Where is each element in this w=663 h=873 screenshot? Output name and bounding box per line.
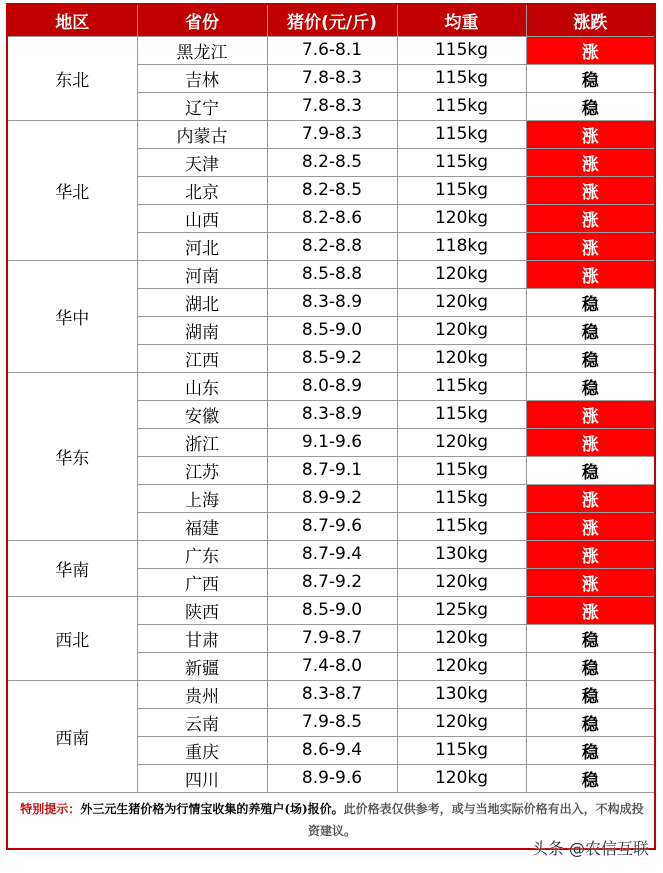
price-cell: 7.6-8.1 bbox=[267, 36, 397, 64]
price-cell: 7.9-8.5 bbox=[267, 708, 397, 736]
trend-cell: 涨 bbox=[526, 148, 654, 176]
weight-cell: 130kg bbox=[397, 680, 526, 708]
price-cell: 8.2-8.5 bbox=[267, 148, 397, 176]
trend-cell: 稳 bbox=[526, 764, 654, 792]
weight-cell: 120kg bbox=[397, 652, 526, 680]
price-cell: 8.5-9.2 bbox=[267, 344, 397, 372]
province-cell: 新疆 bbox=[137, 652, 267, 680]
price-cell: 8.3-8.9 bbox=[267, 288, 397, 316]
note-lead: 特别提示： bbox=[20, 802, 81, 816]
header-province: 省份 bbox=[137, 5, 267, 36]
province-cell: 山东 bbox=[137, 372, 267, 400]
weight-cell: 120kg bbox=[397, 204, 526, 232]
province-cell: 天津 bbox=[137, 148, 267, 176]
header-price: 猪价(元/斤) bbox=[267, 5, 397, 36]
price-cell: 8.5-8.8 bbox=[267, 260, 397, 288]
region-cell: 华东 bbox=[8, 372, 137, 540]
trend-cell: 涨 bbox=[526, 204, 654, 232]
province-cell: 江苏 bbox=[137, 456, 267, 484]
province-cell: 福建 bbox=[137, 512, 267, 540]
weight-cell: 118kg bbox=[397, 232, 526, 260]
weight-cell: 115kg bbox=[397, 484, 526, 512]
price-cell: 8.5-9.0 bbox=[267, 316, 397, 344]
province-cell: 甘肃 bbox=[137, 624, 267, 652]
weight-cell: 115kg bbox=[397, 64, 526, 92]
province-cell: 北京 bbox=[137, 176, 267, 204]
price-cell: 7.4-8.0 bbox=[267, 652, 397, 680]
price-cell: 8.2-8.5 bbox=[267, 176, 397, 204]
weight-cell: 115kg bbox=[397, 176, 526, 204]
province-cell: 吉林 bbox=[137, 64, 267, 92]
weight-cell: 115kg bbox=[397, 512, 526, 540]
price-cell: 7.8-8.3 bbox=[267, 92, 397, 120]
weight-cell: 120kg bbox=[397, 428, 526, 456]
weight-cell: 115kg bbox=[397, 372, 526, 400]
hog-price-table bbox=[8, 5, 654, 793]
price-cell: 7.9-8.7 bbox=[267, 624, 397, 652]
table-row bbox=[8, 596, 654, 624]
price-cell: 8.5-9.0 bbox=[267, 596, 397, 624]
weight-cell: 120kg bbox=[397, 624, 526, 652]
province-cell: 内蒙古 bbox=[137, 120, 267, 148]
weight-cell: 115kg bbox=[397, 400, 526, 428]
province-cell: 重庆 bbox=[137, 736, 267, 764]
trend-cell: 涨 bbox=[526, 568, 654, 596]
province-cell: 山西 bbox=[137, 204, 267, 232]
weight-cell: 120kg bbox=[397, 708, 526, 736]
trend-cell: 涨 bbox=[526, 596, 654, 624]
region-cell: 华北 bbox=[8, 120, 137, 260]
province-cell: 河北 bbox=[137, 232, 267, 260]
region-cell: 东北 bbox=[8, 36, 137, 120]
province-cell: 四川 bbox=[137, 764, 267, 792]
province-cell: 江西 bbox=[137, 344, 267, 372]
weight-cell: 120kg bbox=[397, 568, 526, 596]
price-cell: 8.2-8.8 bbox=[267, 232, 397, 260]
header-region: 地区 bbox=[8, 5, 137, 36]
region-cell: 华中 bbox=[8, 260, 137, 372]
province-cell: 云南 bbox=[137, 708, 267, 736]
trend-cell: 涨 bbox=[526, 540, 654, 568]
table-header-row bbox=[8, 5, 654, 36]
trend-cell: 涨 bbox=[526, 36, 654, 64]
trend-cell: 稳 bbox=[526, 316, 654, 344]
province-cell: 安徽 bbox=[137, 400, 267, 428]
weight-cell: 115kg bbox=[397, 36, 526, 64]
price-cell: 8.7-9.6 bbox=[267, 512, 397, 540]
province-cell: 广西 bbox=[137, 568, 267, 596]
price-cell: 8.3-8.7 bbox=[267, 680, 397, 708]
price-cell: 8.7-9.4 bbox=[267, 540, 397, 568]
table-row bbox=[8, 260, 654, 288]
price-cell: 9.1-9.6 bbox=[267, 428, 397, 456]
region-cell: 华南 bbox=[8, 540, 137, 596]
table-row bbox=[8, 540, 654, 568]
price-table-frame bbox=[6, 3, 656, 850]
price-cell: 8.0-8.9 bbox=[267, 372, 397, 400]
trend-cell: 涨 bbox=[526, 428, 654, 456]
province-cell: 湖北 bbox=[137, 288, 267, 316]
weight-cell: 120kg bbox=[397, 288, 526, 316]
province-cell: 河南 bbox=[137, 260, 267, 288]
trend-cell: 稳 bbox=[526, 652, 654, 680]
watermark: 头条 @农信互联 bbox=[531, 839, 649, 858]
region-cell: 西北 bbox=[8, 596, 137, 680]
weight-cell: 120kg bbox=[397, 344, 526, 372]
price-cell: 7.8-8.3 bbox=[267, 64, 397, 92]
price-cell: 8.9-9.2 bbox=[267, 484, 397, 512]
trend-cell: 稳 bbox=[526, 344, 654, 372]
weight-cell: 115kg bbox=[397, 456, 526, 484]
header-trend: 涨跌 bbox=[526, 5, 654, 36]
weight-cell: 115kg bbox=[397, 148, 526, 176]
province-cell: 湖南 bbox=[137, 316, 267, 344]
trend-cell: 涨 bbox=[526, 512, 654, 540]
price-cell: 8.3-8.9 bbox=[267, 400, 397, 428]
province-cell: 贵州 bbox=[137, 680, 267, 708]
table-row bbox=[8, 120, 654, 148]
weight-cell: 120kg bbox=[397, 316, 526, 344]
trend-cell: 稳 bbox=[526, 64, 654, 92]
price-cell: 8.9-9.6 bbox=[267, 764, 397, 792]
province-cell: 黑龙江 bbox=[137, 36, 267, 64]
region-cell: 西南 bbox=[8, 680, 137, 792]
province-cell: 辽宁 bbox=[137, 92, 267, 120]
table-row bbox=[8, 372, 654, 400]
table-row bbox=[8, 36, 654, 64]
price-cell: 7.9-8.3 bbox=[267, 120, 397, 148]
trend-cell: 涨 bbox=[526, 400, 654, 428]
weight-cell: 115kg bbox=[397, 92, 526, 120]
trend-cell: 稳 bbox=[526, 288, 654, 316]
price-cell: 8.6-9.4 bbox=[267, 736, 397, 764]
trend-cell: 稳 bbox=[526, 92, 654, 120]
weight-cell: 120kg bbox=[397, 260, 526, 288]
trend-cell: 涨 bbox=[526, 260, 654, 288]
province-cell: 广东 bbox=[137, 540, 267, 568]
trend-cell: 涨 bbox=[526, 484, 654, 512]
header-weight: 均重 bbox=[397, 5, 526, 36]
province-cell: 浙江 bbox=[137, 428, 267, 456]
price-cell: 8.7-9.1 bbox=[267, 456, 397, 484]
province-cell: 上海 bbox=[137, 484, 267, 512]
note-rest: 此价格表仅供参考，或与当地实际价格有出入，不构成投资建议。 bbox=[307, 802, 644, 838]
trend-cell: 稳 bbox=[526, 372, 654, 400]
table-row bbox=[8, 680, 654, 708]
price-cell: 8.7-9.2 bbox=[267, 568, 397, 596]
trend-cell: 稳 bbox=[526, 680, 654, 708]
trend-cell: 稳 bbox=[526, 624, 654, 652]
table-body bbox=[8, 36, 654, 792]
note-main: 外三元生猪价格为行情宝收集的养殖户(场)报价。 bbox=[80, 802, 344, 816]
trend-cell: 涨 bbox=[526, 232, 654, 260]
weight-cell: 115kg bbox=[397, 736, 526, 764]
trend-cell: 稳 bbox=[526, 456, 654, 484]
weight-cell: 130kg bbox=[397, 540, 526, 568]
weight-cell: 115kg bbox=[397, 120, 526, 148]
trend-cell: 稳 bbox=[526, 736, 654, 764]
province-cell: 陕西 bbox=[137, 596, 267, 624]
price-cell: 8.2-8.6 bbox=[267, 204, 397, 232]
weight-cell: 125kg bbox=[397, 596, 526, 624]
weight-cell: 120kg bbox=[397, 764, 526, 792]
trend-cell: 涨 bbox=[526, 120, 654, 148]
trend-cell: 涨 bbox=[526, 176, 654, 204]
trend-cell: 稳 bbox=[526, 708, 654, 736]
